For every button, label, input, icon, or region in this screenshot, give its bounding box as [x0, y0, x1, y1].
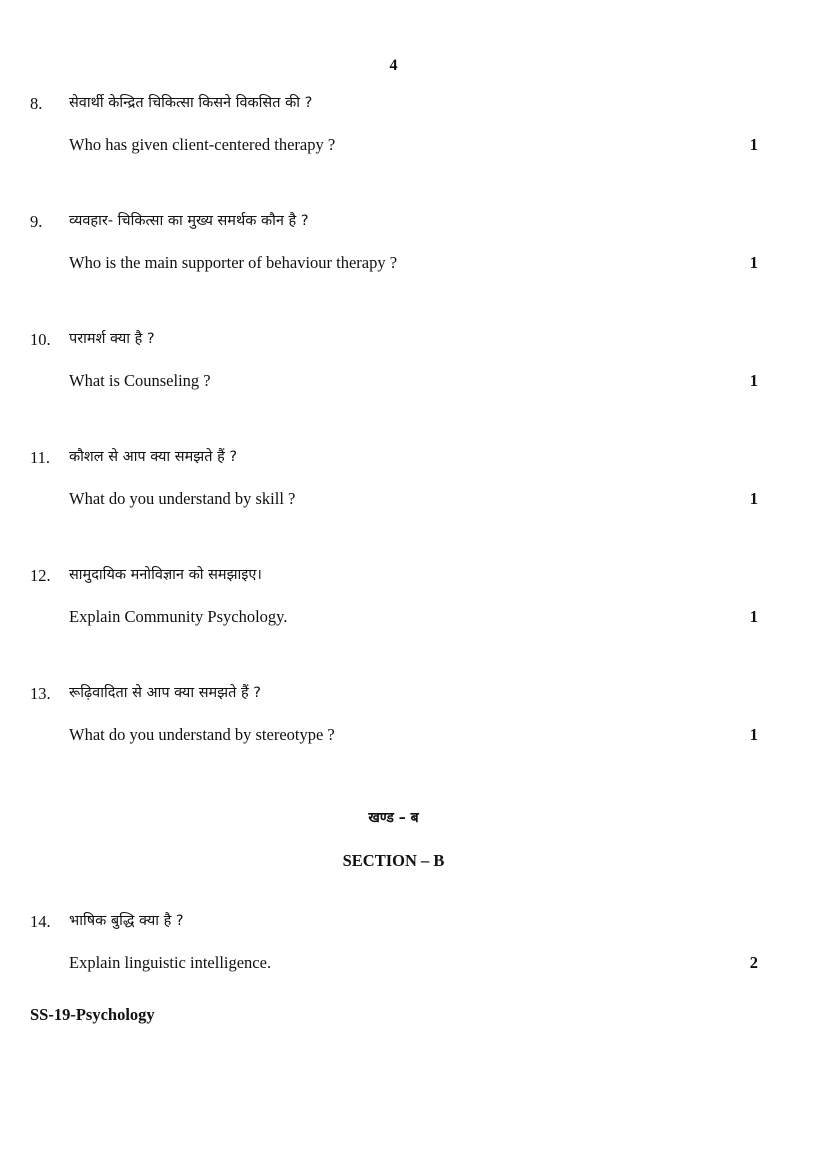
question-hindi: रूढ़िवादिता से आप क्या समझते हैं ? [69, 685, 262, 701]
question-english: What do you understand by skill ? [69, 489, 296, 508]
question-marks: 1 [749, 253, 758, 272]
question-hindi: सेवार्थी केन्द्रित चिकित्सा किसने विकसित की ? [69, 95, 313, 111]
section-heading-hindi: खण्ड – ब [368, 810, 419, 826]
question-number: 8. [30, 94, 43, 113]
question-marks: 1 [749, 725, 758, 744]
question-marks: 1 [749, 607, 758, 626]
question-english: Who is the main supporter of behaviour therapy ? [69, 253, 398, 272]
question-number: 10. [30, 330, 51, 349]
question-english: What do you understand by stereotype ? [69, 725, 335, 744]
question-marks: 1 [749, 135, 758, 154]
paper-code-footer: SS-19-Psychology [30, 1005, 155, 1024]
question-hindi: कौशल से आप क्या समझते हैं ? [69, 449, 238, 465]
question-number: 11. [30, 448, 51, 467]
question-number: 13. [30, 684, 51, 703]
question-number: 12. [30, 566, 51, 585]
question-hindi: व्यवहार- चिकित्सा का मुख्य समर्थक कौन है ? [69, 213, 309, 229]
question-english: Explain linguistic intelligence. [69, 953, 272, 972]
question-hindi: भाषिक बुद्धि क्या है ? [69, 913, 184, 929]
question-hindi: सामुदायिक मनोविज्ञान को समझाइए। [69, 567, 262, 583]
question-english: Explain Community Psychology. [69, 607, 288, 626]
page-number: 4 [389, 57, 398, 74]
question-marks: 1 [749, 371, 758, 390]
question-marks: 1 [749, 489, 758, 508]
question-english: Who has given client-centered therapy ? [69, 135, 336, 154]
question-english: What is Counseling ? [69, 371, 211, 390]
section-heading: SECTION – B [342, 851, 445, 870]
question-marks: 2 [749, 953, 758, 972]
question-number: 9. [30, 212, 43, 231]
question-hindi: परामर्श क्या है ? [69, 331, 155, 347]
question-number: 14. [30, 912, 51, 931]
